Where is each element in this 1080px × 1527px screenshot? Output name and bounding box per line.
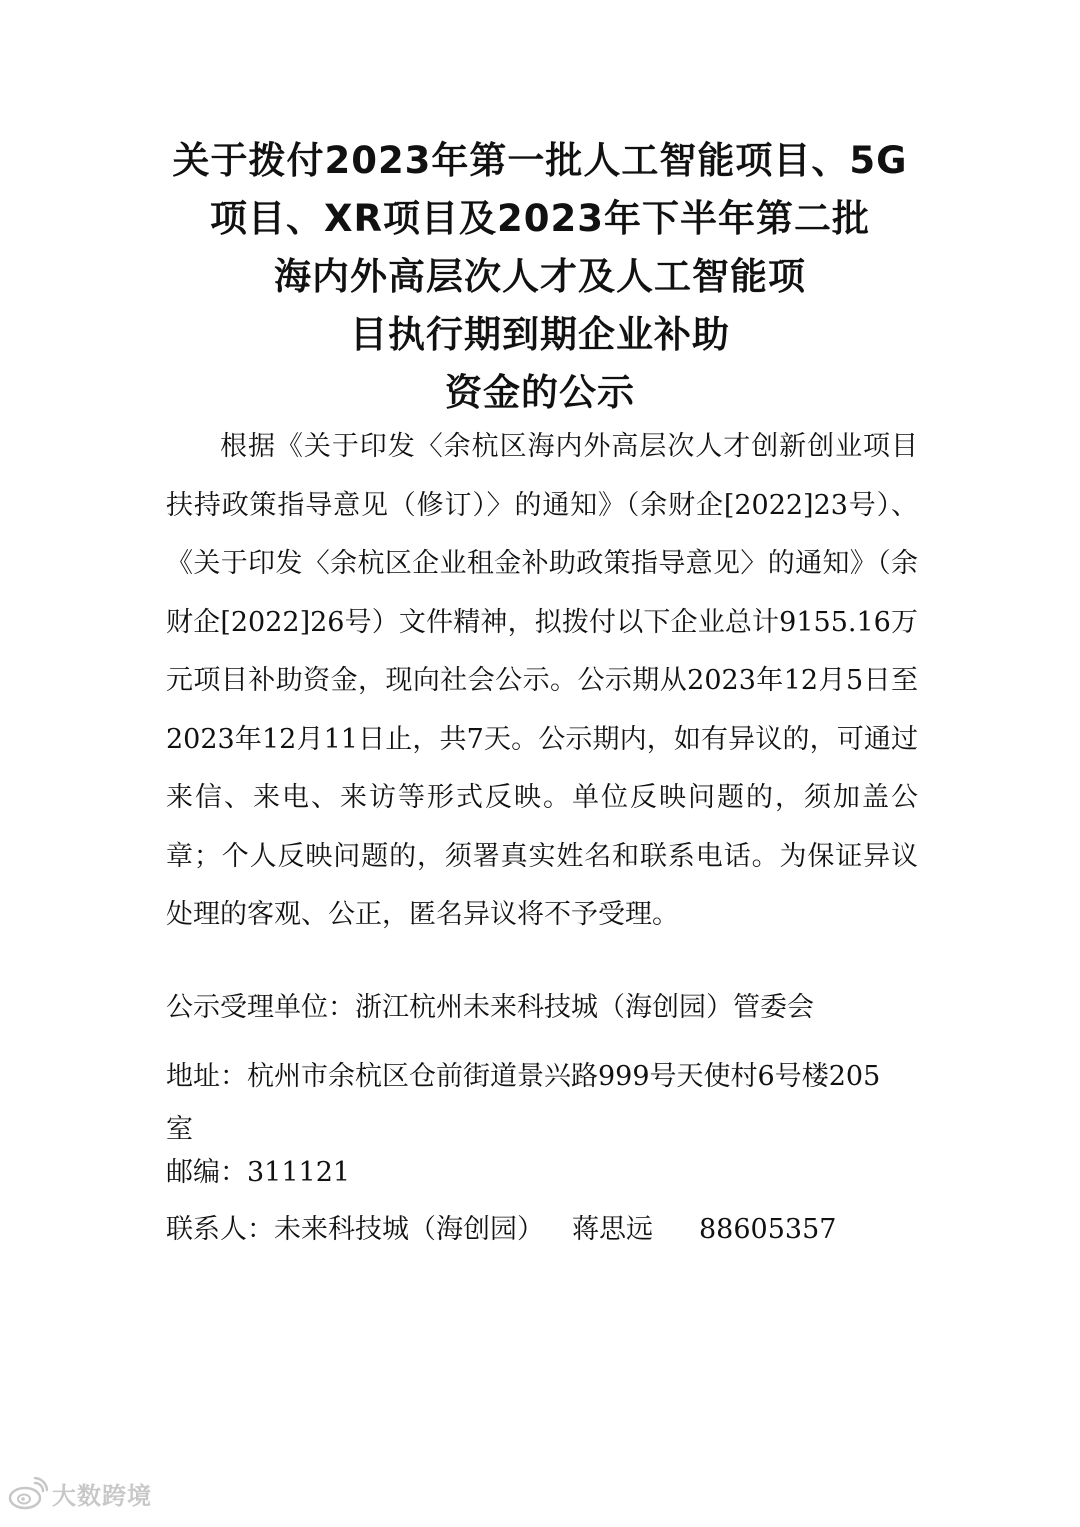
title-line-3: 海内外高层次人才及人工智能项	[274, 255, 806, 298]
weibo-logo-icon	[8, 1477, 48, 1511]
title-line-2: 项目、XR项目及2023年下半年第二批	[210, 197, 870, 240]
title-line-1: 关于拨付2023年第一批人工智能项目、5G	[172, 139, 908, 182]
document-title	[0, 132, 1080, 422]
address: 地址：杭州市余杭区仓前街道景兴路999号天使村6号楼205室	[166, 1061, 881, 1145]
postcode: 邮编：311121	[166, 1157, 351, 1188]
contact-phone: 88605357	[699, 1214, 837, 1245]
announcement-paragraph: 根据《关于印发〈余杭区海内外高层次人才创新创业项目扶持政策指导意见（修订）〉的通知》（余财企[2022]23号）、《关于印发〈余杭区企业租金补助政策指导意见〉的通知》（余财企[2022]26号）文件精神，拟拨付以下企业总计9155.16万元项目补助资金，现向社会公示。公示期从2023年12月5日至2023年12月11日止，共7天。公示期内，如有异议的，可通过来信、来电、来访等形式反映。单位反映问题的，须加盖公章；个人反映问题的，须署真实姓名和联系电话。为保证异议处理的客观、公正，匿名异议将不予受理。	[166, 431, 918, 930]
accepting-unit: 公示受理单位：浙江杭州未来科技城（海创园）管委会	[166, 992, 814, 1023]
contact-name: 蒋思远	[572, 1214, 653, 1245]
contact-person	[166, 1206, 836, 1253]
contact-label: 联系人：未来科技城（海创园）	[166, 1214, 544, 1245]
document-body	[166, 418, 918, 945]
watermark-text: 大数跨境	[52, 1482, 152, 1510]
title-line-5: 资金的公示	[445, 371, 635, 414]
watermark	[8, 1476, 152, 1511]
title-line-4: 目执行期到期企业补助	[350, 313, 730, 356]
